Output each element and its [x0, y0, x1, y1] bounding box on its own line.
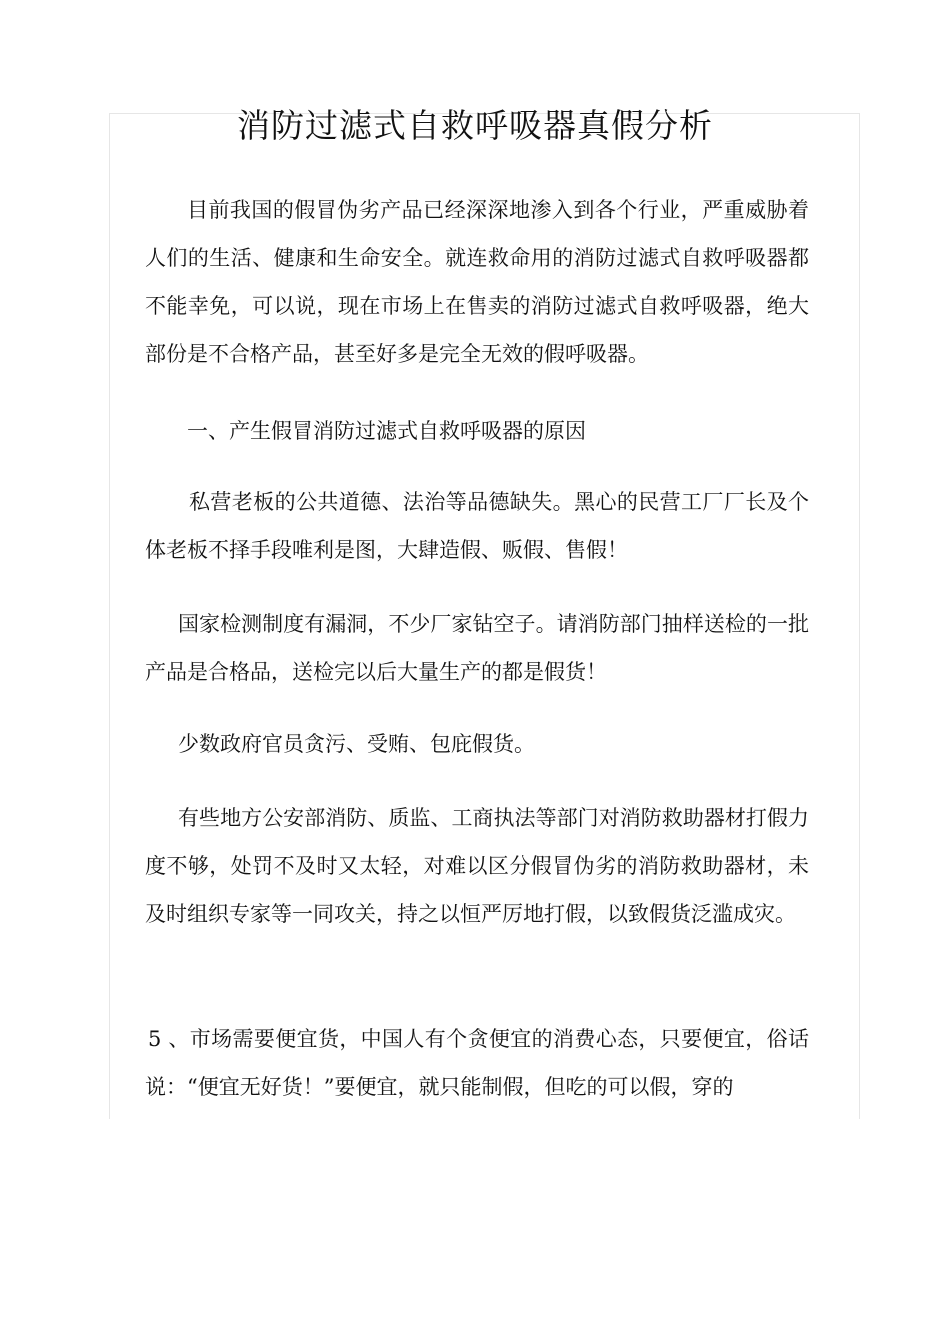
paragraph-cause-market: 5 、市场需要便宜货，中国人有个贪便宜的消费心态，只要便宜，俗话说：“便宜无好货！”要便宜，就只能制假，但吃的可以假，穿的	[145, 1027, 809, 1099]
paragraph-intro: 目前我国的假冒伪劣产品已经深深地渗入到各个行业，严重威胁着人们的生活、健康和生命安全。就连救命用的消防过滤式自救呼吸器都不能幸免，可以说，现在市场上在售卖的消防过滤式自救呼吸器，绝大部份是不合格产品，甚至好多是完全无效的假呼吸器。	[145, 198, 809, 366]
paragraph-cause-officials: 少数政府官员贪污、受贿、包庇假货。	[178, 732, 535, 756]
document-title: 消防过滤式自救呼吸器真假分析	[237, 106, 713, 145]
paragraph-cause-enforcement: 有些地方公安部消防、质监、工商执法等部门对消防救助器材打假力度不够，处罚不及时又太轻，对难以区分假冒伪劣的消防救助器材，未及时组织专家等一同攻关，持之以恒严厉地打假，以致假货泛滥成灾。	[145, 806, 809, 926]
section-heading-causes: 一、产生假冒消防过滤式自救呼吸器的原因	[187, 419, 586, 443]
paragraph-cause-owners: 私营老板的公共道德、法治等品德缺失。黑心的民营工厂厂长及个体老板不择手段唯利是图，大肆造假、贩假、售假！	[145, 490, 809, 562]
paragraph-cause-inspection: 国家检测制度有漏洞，不少厂家钻空子。请消防部门抽样送检的一批产品是合格品，送检完以后大量生产的都是假货！	[145, 612, 809, 684]
